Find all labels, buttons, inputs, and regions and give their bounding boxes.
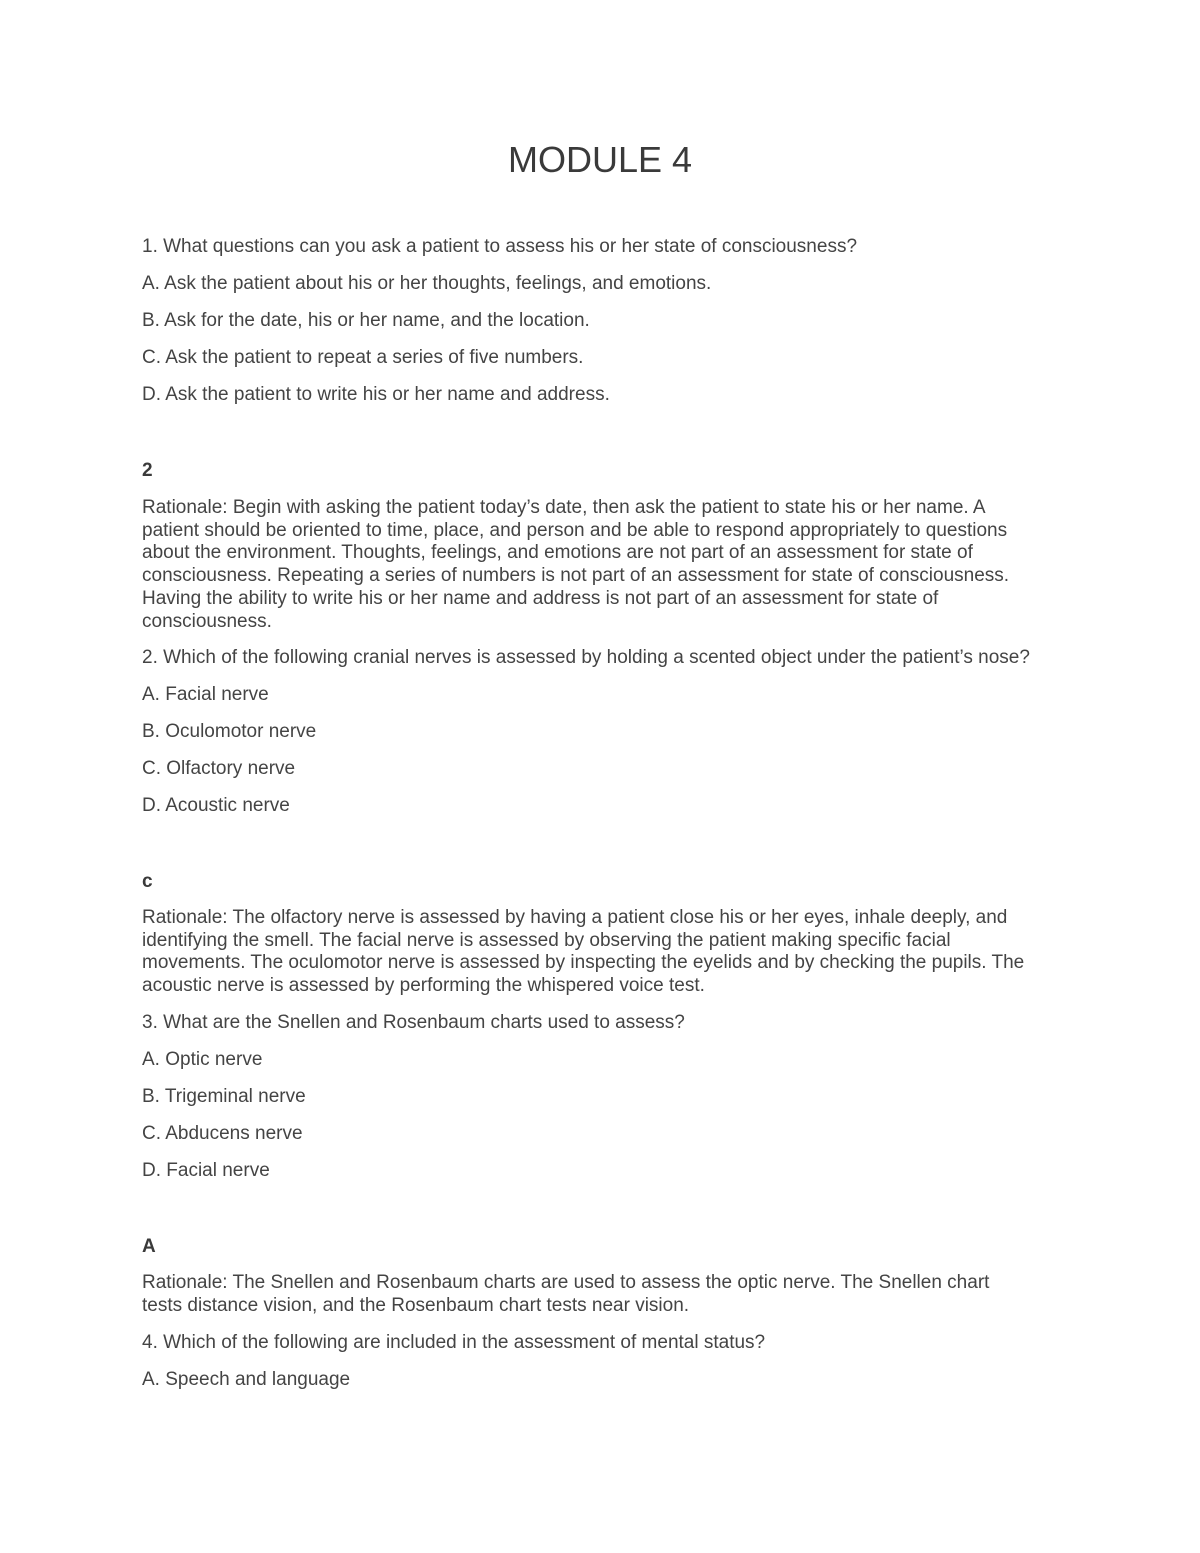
q1-answer: 2 (142, 460, 153, 481)
q2-rationale-line: identifying the smell. The facial nerve is assessed by observing the patient making specific facial (142, 929, 951, 951)
q2-answer: c (142, 871, 153, 892)
q3-option-c: C. Abducens nerve (142, 1123, 303, 1144)
q1-rationale-line: consciousness. (142, 610, 272, 632)
q1-rationale-line: about the environment. Thoughts, feelings, and emotions are not part of an assessment for state of (142, 542, 973, 564)
q4-option-a: A. Speech and language (142, 1369, 351, 1390)
q1-option-d: D. Ask the patient to write his or her name and address. (142, 384, 610, 405)
q3-rationale-line: tests distance vision, and the Rosenbaum chart tests near vision. (142, 1294, 690, 1316)
q2-option-b: B. Oculomotor nerve (142, 721, 317, 742)
q1-rationale-line: consciousness. Repeating a series of numbers is not part of an assessment for state of consciousness. (142, 565, 1010, 587)
q2-option-d: D. Acoustic nerve (142, 795, 290, 816)
q2-rationale-line: acoustic nerve is assessed by performing the whispered voice test. (142, 975, 705, 997)
q3-rationale-line: Rationale: The Snellen and Rosenbaum charts are used to assess the optic nerve. The Snellen chart (142, 1272, 990, 1293)
question-3: 3. What are the Snellen and Rosenbaum charts used to assess? (142, 1012, 685, 1033)
q1-option-c: C. Ask the patient to repeat a series of five numbers. (142, 347, 584, 368)
page-title: MODULE 4 (507, 139, 693, 180)
q2-option-a: A. Facial nerve (142, 684, 269, 705)
q2-rationale-line: movements. The oculomotor nerve is assessed by inspecting the eyelids and by checking the pupils. The (142, 952, 1025, 974)
q1-option-a: A. Ask the patient about his or her thoughts, feelings, and emotions. (142, 273, 712, 294)
q3-option-d: D. Facial nerve (142, 1160, 270, 1181)
q3-answer: A (142, 1236, 156, 1257)
question-4: 4. Which of the following are included in the assessment of mental status? (142, 1332, 766, 1353)
question-1: 1. What questions can you ask a patient to assess his or her state of consciousness? (142, 236, 858, 257)
q1-option-b: B. Ask for the date, his or her name, and the location. (142, 310, 590, 331)
q2-option-c: C. Olfactory nerve (142, 758, 296, 779)
q1-rationale-line: Rationale: Begin with asking the patient today’s date, then ask the patient to state his or her name. A (142, 497, 986, 518)
question-2: 2. Which of the following cranial nerves is assessed by holding a scented object under the patient’s nose? (142, 647, 1030, 668)
q3-option-a: A. Optic nerve (142, 1049, 263, 1070)
q3-option-b: B. Trigeminal nerve (142, 1086, 306, 1107)
q1-rationale-line: patient should be oriented to time, place, and person and be able to respond appropriately to questions (142, 519, 1008, 541)
q1-rationale-line: Having the ability to write his or her name and address is not part of an assessment for state of (142, 587, 939, 609)
q2-rationale-line: Rationale: The olfactory nerve is assessed by having a patient close his or her eyes, inhale deeply, and (142, 907, 1008, 928)
